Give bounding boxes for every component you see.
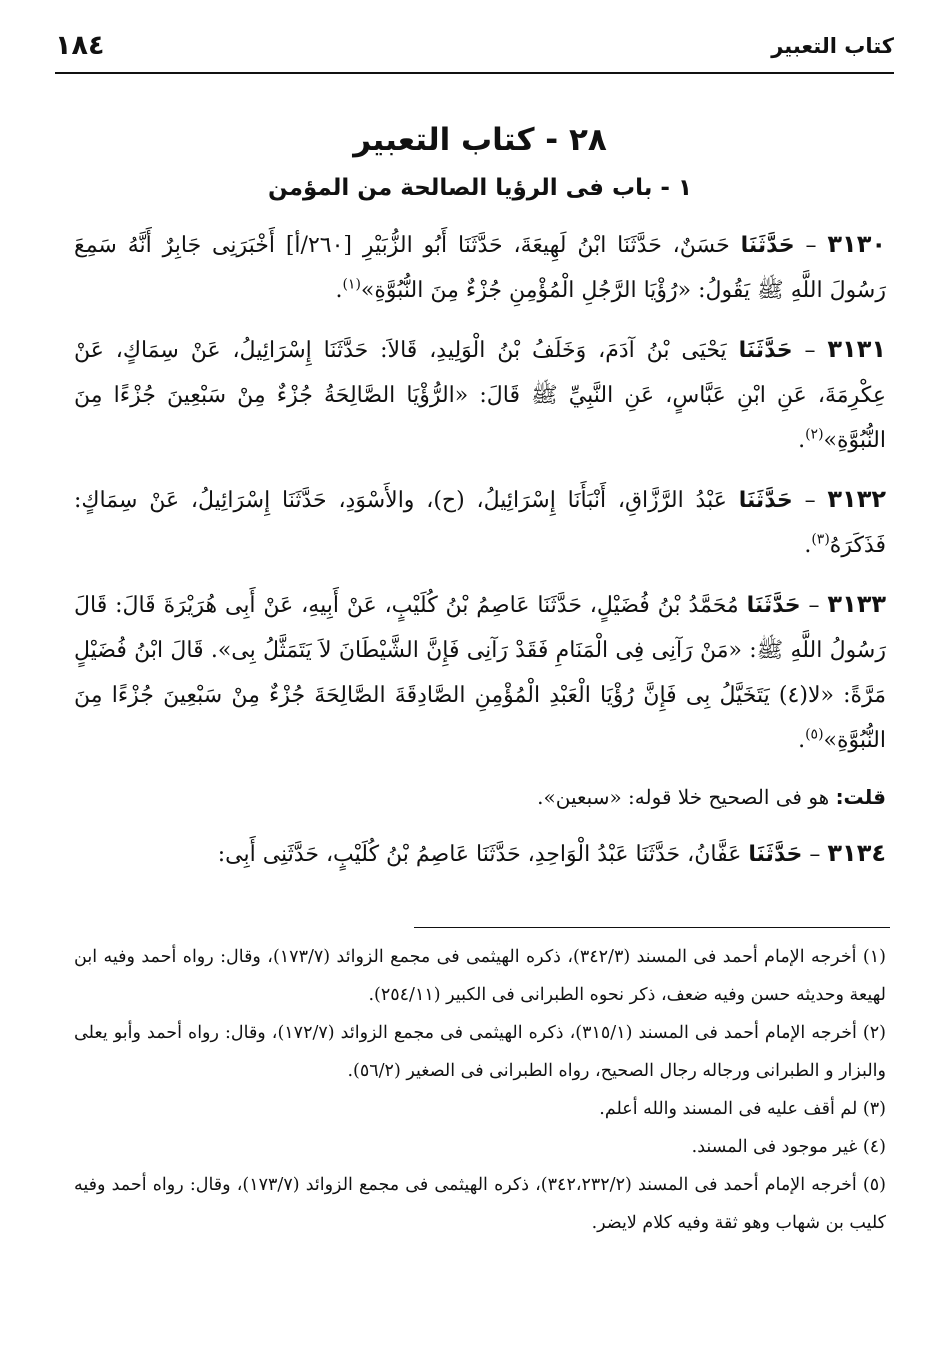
hadith-text: عَبْدُ الرَّزَّاقِ، أَنْبَأَنَا إِسْرَائِيلُ، (ح)، والأَسْوَدِ، حَدَّثَنَا إِسْرَائِيلُ، عَنْ سِمَاكٍ: فَذَكَرَهُ (74, 488, 886, 558)
hadith-text: حَسَنٌ، حَدَّثَنَا ابْنُ لَهِيعَةَ، حَدَّثَنَا أَبُو الزُّبَيْرِ [٢٦٠/أ] أَخْبَرَنِى جَابِرٌ أَنَّهُ سَمِعَ رَسُولَ اللَّهِ ﷺ يَقُولُ: «رُؤْيَا الرَّجُلِ الْمُؤْمِنِ جُزْءٌ مِنَ النُّبُوَّةِ» (74, 233, 886, 303)
hadith-number: ٣١٣٠ (827, 230, 886, 258)
editor-note-label: قلت: (835, 785, 886, 809)
editor-note (74, 777, 886, 817)
chapter-title: ١ - باب فى الرؤيا الصالحة من المؤمن (268, 175, 692, 201)
hadith-text: مُحَمَّدُ بْنُ فُضَيْلٍ، حَدَّثَنَا عَاصِمُ بْنُ كُلَيْبٍ، عَنْ أَبِيهِ، عَنْ أَبِى هُرَيْرَةَ قَالَ: قَالَ رَسُولُ اللَّهِ ﷺ: «مَنْ رَآنِى فِى الْمَنَامِ فَقَدْ رَآنِى فَإِنَّ الشَّيْطَانَ لاَ يَتَمَثَّلُ بِى». قَالَ ابْنُ فُضَيْلٍ مَرَّةً: «لا(٤) يَتَخَيَّلُ بِى فَإِنَّ رُؤْيَا الْعَبْدِ الْمُؤْمِنِ الصَّادِقَةَ الصَّالِحَةَ جُزْءٌ مِنْ سَبْعِينَ جُزْءًا مِنَ النُّبُوَّةِ» (74, 593, 886, 753)
hadith-text: يَحْيَى بْنُ آدَمَ، وَخَلَفُ بْنُ الْوَلِيدِ، قَالاَ: حَدَّثَنَا إِسْرَائِيلُ، عَنْ سِمَاكٍ، عَنْ عِكْرِمَةَ، عَنِ ابْنِ عَبَّاسٍ، عَنِ النَّبِيِّ ﷺ قَالَ: «الرُّؤْيَا الصَّالِحَةُ جُزْءٌ مِنْ سَبْعِينَ جُزْءًا مِنَ النُّبُوَّةِ» (74, 338, 886, 453)
hadith-3130: ٣١٣٠ – حَدَّثَنَا حَسَنٌ، حَدَّثَنَا ابْنُ لَهِيعَةَ، حَدَّثَنَا أَبُو الزُّبَيْرِ [٢٦٠/أ] أَخْبَرَنِى جَابِرٌ أَنَّهُ سَمِعَ رَسُولَ اللَّهِ ﷺ يَقُولُ: «رُؤْيَا الرَّجُلِ الْمُؤْمِنِ جُزْءٌ مِنَ النُّبُوَّةِ»$^{(١)}$. (74, 230, 886, 303)
hadith-lead: حَدَّثَنَا (748, 842, 803, 867)
hadith-number: ٣١٣٢ (827, 485, 886, 513)
hadith-3132: ٣١٣٢ – حَدَّثَنَا عَبْدُ الرَّزَّاقِ، أَنْبَأَنَا إِسْرَائِيلُ، (ح)، والأَسْوَدِ، حَدَّثَنَا إِسْرَائِيلُ، عَنْ سِمَاكٍ: فَذَكَرَهُ$^{(٣)}$. (74, 485, 886, 558)
book-title: ٢٨ - كتاب التعبير (353, 122, 607, 158)
footnote-4: (٤) غير موجود فى المسند. (691, 1137, 886, 1157)
footnote-3: (٣) لم أقف عليه فى المسند والله أعلم. (599, 1099, 886, 1119)
main-text (74, 118, 886, 891)
hadith-number: ٣١٣٤ (827, 839, 886, 867)
hadith-3134: ٣١٣٤ – حَدَّثَنَا عَفَّانُ، حَدَّثَنَا عَبْدُ الْوَاحِدِ، حَدَّثَنَا عَاصِمُ بْنُ كُلَيْبٍ، حَدَّثَنِى أَبِى: (217, 839, 886, 867)
hadith-number: ٣١٣٣ (827, 590, 887, 618)
hadith-end: . (798, 428, 806, 453)
footnote-ref: (٢) (805, 426, 824, 443)
footnote-divider (414, 927, 890, 928)
footnote-ref: (٣) (811, 531, 830, 548)
hadith-3131: ٣١٣١ – حَدَّثَنَا يَحْيَى بْنُ آدَمَ، وَخَلَفُ بْنُ الْوَلِيدِ، قَالاَ: حَدَّثَنَا إِسْرَائِيلُ، عَنْ سِمَاكٍ، عَنْ عِكْرِمَةَ، عَنِ ابْنِ عَبَّاسٍ، عَنِ النَّبِيِّ ﷺ قَالَ: «الرُّؤْيَا الصَّالِحَةُ جُزْءٌ مِنْ سَبْعِينَ جُزْءًا مِنَ النُّبُوَّةِ»$^{(٢)}$. (74, 335, 886, 453)
page-number: ١٨٤ (55, 30, 105, 61)
footnote-ref: (٥) (805, 726, 824, 743)
hadith-number: ٣١٣١ (827, 335, 886, 363)
running-header (55, 28, 894, 74)
hadith-end: . (335, 278, 343, 303)
footnote-ref: (١) (342, 276, 361, 293)
hadith-text: عَفَّانُ، حَدَّثَنَا عَبْدُ الْوَاحِدِ، حَدَّثَنَا عَاصِمُ بْنُ كُلَيْبٍ، حَدَّثَنِى أَبِى: (217, 842, 742, 867)
footnote-1: (١) أخرجه الإمام أحمد فى المسند (٣٤٢/٣)، ذكره الهيثمى فى مجمع الزوائد (١٧٣/٧)، وقال: رواه أحمد وفيه ابن لهيعة وحديثه حسن وفيه ضعف، ذكر نحوه الطبرانى فى الكبير (٢٥٤/١١). (74, 947, 886, 1005)
hadith-end: . (798, 728, 806, 753)
footnotes (74, 938, 886, 1242)
hadith-lead: حَدَّثَنَا (746, 593, 801, 618)
hadith-lead: حَدَّثَنَا (740, 233, 795, 258)
hadith-lead: حَدَّثَنَا (738, 338, 793, 363)
footnote-5: (٥) أخرجه الإمام أحمد فى المسند (٣٤٢،٢٣٢/٢)، ذكره الهيثمى فى مجمع الزوائد (١٧٣/٧)، وقال: رواه أحمد وفيه كليب بن شهاب وهو ثقة وفيه كلام لايضر. (74, 1175, 886, 1233)
running-header-title: كتاب التعبير (771, 34, 894, 58)
hadith-end: . (804, 533, 812, 558)
hadith-3133: ٣١٣٣ – حَدَّثَنَا مُحَمَّدُ بْنُ فُضَيْلٍ، حَدَّثَنَا عَاصِمُ بْنُ كُلَيْبٍ، عَنْ أَبِيهِ، عَنْ أَبِى هُرَيْرَةَ قَالَ: قَالَ رَسُولُ اللَّهِ ﷺ: «مَنْ رَآنِى فِى الْمَنَامِ فَقَدْ رَآنِى فَإِنَّ الشَّيْطَانَ لاَ يَتَمَثَّلُ بِى». قَالَ ابْنُ فُضَيْلٍ مَرَّةً: «لا(٤) يَتَخَيَّلُ بِى فَإِنَّ رُؤْيَا الْعَبْدِ الْمُؤْمِنِ الصَّادِقَةَ الصَّالِحَةَ جُزْءٌ مِنْ سَبْعِينَ جُزْءًا مِنَ النُّبُوَّةِ»$^{(٥)}$. (74, 590, 887, 753)
editor-note-text: هو فى الصحيح خلا قوله: «سبعين». (537, 785, 830, 809)
hadith-lead: حَدَّثَنَا (738, 488, 793, 513)
footnote-2: (٢) أخرجه الإمام أحمد فى المسند (٣١٥/١)، ذكره الهيثمى فى مجمع الزوائد (١٧٢/٧)، وقال: رواه أحمد وأبو يعلى والبزار و الطبرانى ورجاله رجال الصحيح، رواه الطبرانى فى الصغير (٥٦/٢). (74, 1023, 886, 1081)
